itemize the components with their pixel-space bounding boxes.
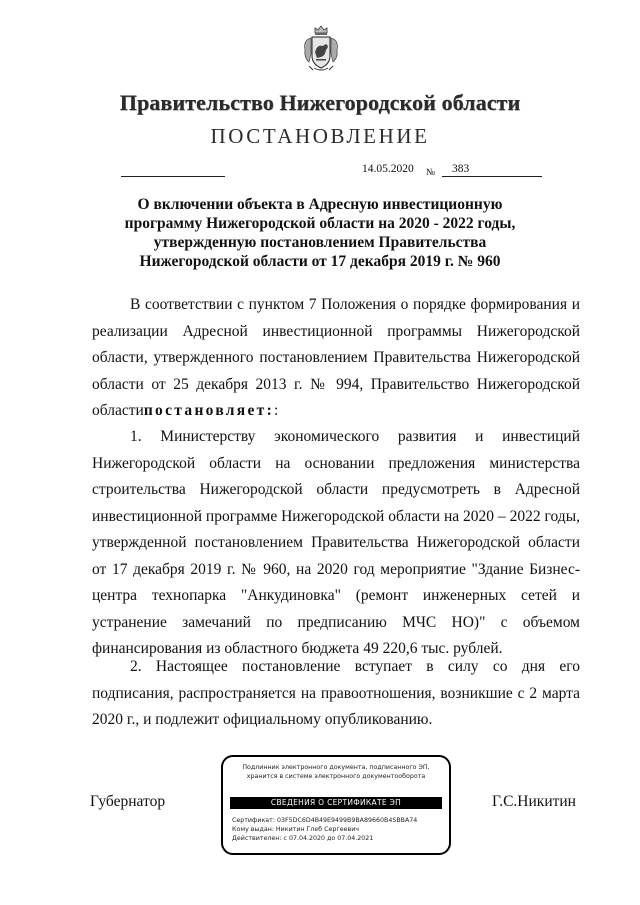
coat-of-arms-emblem [301,24,341,74]
organization-name: Правительство Нижегородской области [119,90,521,115]
preamble-paragraph [92,292,580,425]
certificate-info-bar: СВЕДЕНИЯ О СЕРТИФИКАТЕ ЭП [230,797,442,809]
decree-word: постановляет: [143,402,275,419]
stamp-note-line: Подлинник электронного документа, подписанного ЭП, [242,764,430,771]
item-1-text: 1. Министерству экономического развития и инвестиций Нижегородской области на основании предложения министерства строительства Нижегородской области предусмотреть в Адресной инвестиционной программе Нижегородской области на 2020 – 2022 годы, утвержденной постановлением Правительства Нижегородской области от 17 декабря 2019 г. № 960, на 2020 год мероприятие "Здание Бизнес-центра технопарка "Анкудиновка" (ремонт инженерных сетей и устранение замечаний по предписанию МЧС НО)" с объемом финансирования из областного бюджета 49 220,6 тыс. рублей. [92,428,580,657]
item-2-text: 2. Настоящее постановление вступает в силу со дня его подписания, распространяется на правоотношения, возникшие с 2 марта 2020 г., и подлежит официальному опубликованию. [92,658,580,728]
document-type: ПОСТАНОВЛЕНИЕ [210,124,430,148]
certificate-owner: Кому выдан: Никитин Глеб Сергеевич [232,825,360,833]
item-1-paragraph [92,424,580,663]
electronic-signature-stamp [221,755,451,855]
certificate-serial: Сертификат: 03F5DC6D4B49E9499B9BA89660B4SBBA74 [232,817,418,824]
document-heading [120,195,520,271]
number-underline [442,176,542,177]
item-2-paragraph [92,654,580,734]
heading-line: О включении объекта в Адресную инвестиционную [137,196,503,213]
preamble-text: В соответствии с пунктом 7 Положения о порядке формирования и реализации Адресной инвестиционной программы Нижегородской области, утвержденного постановлением Правительства Нижегородской области от 25 декабря 2013 г. № 994, Правительство Нижегородской области [92,296,580,419]
document-date: 14.05.2020 [362,163,414,175]
signatory-name: Г.С.Никитин [492,793,576,810]
certificate-validity: Действителен: с 07.04.2020 до 07.04.2021 [232,834,374,842]
heading-line: Нижегородской области от 17 декабря 2019 г. № 960 [139,253,501,270]
decree-tail: : [274,402,279,419]
number-sign: № [426,168,436,178]
heading-line: утвержденную постановлением Правительства [153,234,487,251]
left-blank-line [121,176,225,177]
certificate-details [232,817,417,843]
stamp-note-line: хранится в системе электронного документооборота [246,773,426,780]
stamp-note [223,763,449,781]
signatory-position: Губернатор [90,793,166,810]
heading-line: программу Нижегородской области на 2020 - 2022 годы, [124,215,516,232]
document-number: 383 [452,163,470,175]
